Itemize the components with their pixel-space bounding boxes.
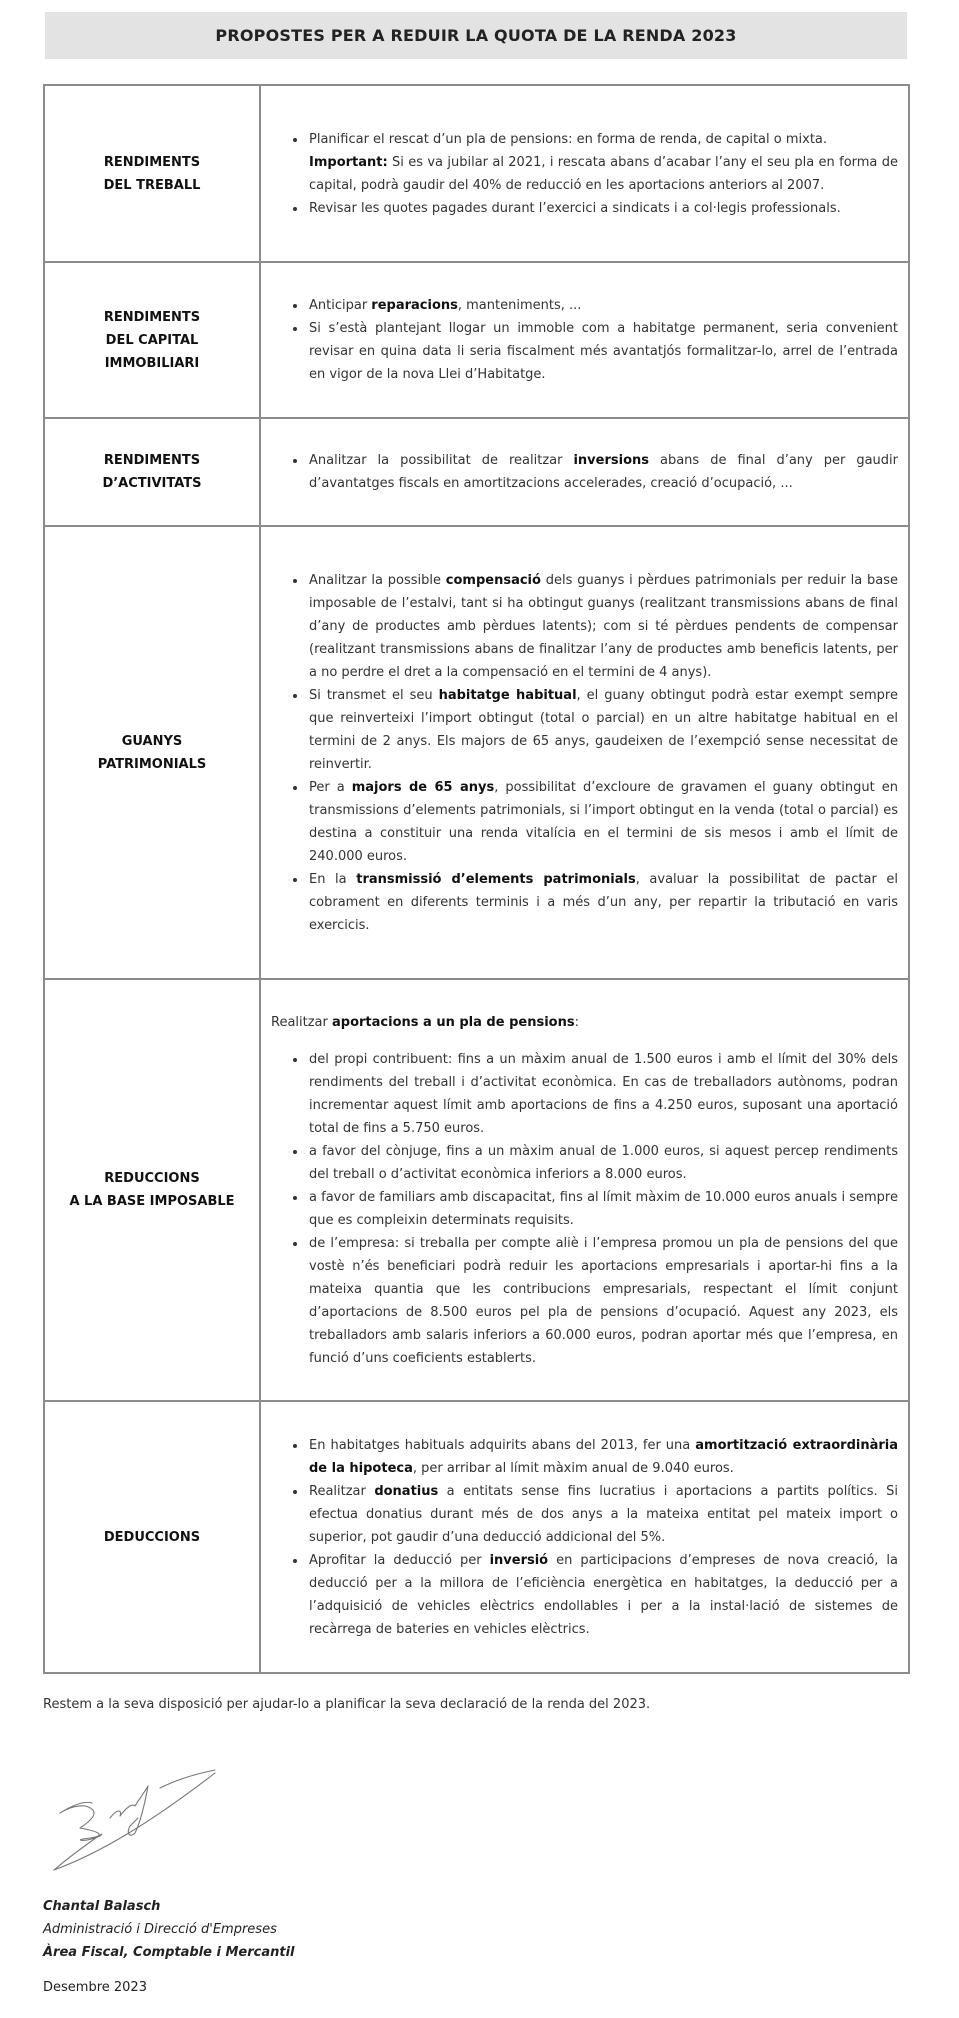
category-label-line: PATRIMONIALS <box>97 756 207 772</box>
category-label-line: RENDIMENTS <box>103 453 201 468</box>
text-segment: Si transmet el seu <box>309 687 439 703</box>
bullet-list <box>271 128 898 220</box>
bullet-item <box>307 1434 898 1480</box>
text-segment: Planificar el rescat d’un pla de pensions: en forma de renda, de capital o mixta. <box>309 131 828 147</box>
table-row <box>44 1401 909 1673</box>
text-segment: , possibilitat d’excloure de gravamen el guany obtingut en transmissions d’elements patrimonials, si l’import obtingut en la venda (total o parcial) es destina a constituir una renda vitalícia en el termini de sis mesos i amb el límit de 240.000 euros. <box>309 779 898 864</box>
text-segment: a favor del cònjuge, fins a un màxim anual de 1.000 euros, si aquest percep rendiments del treball o d’activitat econòmica inferiors a 8.000 euros. <box>309 1143 898 1182</box>
text-segment: Realitzar <box>309 1483 375 1499</box>
category-label-line: IMMOBILIARI <box>104 355 200 371</box>
closing-text: Restem a la seva disposició per ajudar-lo a planificar la seva declaració de la renda del 2023. <box>43 1697 651 1712</box>
bullet-item <box>307 1186 898 1232</box>
emphasis-text: donatius <box>374 1483 439 1499</box>
text-segment: a favor de familiars amb discapacitat, fins al límit màxim de 10.000 euros anuals i sempre que es compleixin determinats requisits. <box>309 1189 898 1228</box>
category-cell <box>44 1401 260 1673</box>
category-cell <box>44 526 260 979</box>
text-segment: del propi contribuent: fins a un màxim anual de 1.500 euros i amb el límit del 30% dels rendiments del treball i d’activitat econòmica. En cas de treballadors autònoms, podran incrementar aquest límit amb aportacions de fins a 4.250 euros, suposant una aportació total de fins a 5.750 euros. <box>309 1051 898 1136</box>
text-segment: Analitzar la possibilitat de realitzar <box>309 453 574 468</box>
text-segment: Anticipar <box>309 298 372 313</box>
text-segment: en participacions d’empreses de nova creació, la deducció per a la millora de l’eficiència energètica en habitatges, la deducció per a l’adquisició de vehicles elèctrics endollables i per a la instal·lació de sistemes de recàrrega de bateries en vehicles elèctrics. <box>309 1552 899 1637</box>
category-label-line: DEL CAPITAL <box>105 332 199 348</box>
text-segment: En la <box>309 871 357 887</box>
text-segment: , el guany obtingut podrà estar exempt sempre que reinverteixi l’import obtingut (total o parcial) en un altre habitatge habitual en el termini de 2 anys. Els majors de 65 anys, gaudeixen de l’exempció sense necessitat de reinvertir. <box>309 687 898 772</box>
category-label-line: REDUCCIONS <box>104 1171 200 1186</box>
text-segment: : <box>574 1014 579 1030</box>
bullet-item <box>307 569 898 684</box>
bullet-list <box>271 294 898 386</box>
proposals-cell <box>260 418 909 526</box>
proposals-table <box>43 84 910 1674</box>
proposals-cell <box>260 262 909 418</box>
bullet-item <box>307 1232 898 1370</box>
category-label-line: D’ACTIVITATS <box>102 476 202 491</box>
emphasis-text: habitatge habitual <box>438 687 577 703</box>
emphasis-text: reparacions <box>371 298 458 313</box>
handwritten-signature <box>40 1748 230 1878</box>
proposals-cell <box>260 526 909 979</box>
text-segment: , manteniments, ... <box>457 298 582 313</box>
text-segment: de l’empresa: si treballa per compte aliè i l’empresa promou un pla de pensions del que vostè n’és beneficiari podrà reduir les aportacions empresarials i aportar-hi fins a la mateixa quantia que les contribucions empresarials, respectant el límit conjunt d’aportacions de 8.500 euros pel pla de pensions d’ocupació. Aquest any 2023, els treballadors amb salaris inferiors a 60.000 euros, podran aportar més que l’empresa, en funció d’uns coeficients establerts. <box>309 1235 898 1366</box>
signer-name: Chantal Balasch <box>43 1899 161 1914</box>
emphasis-text: majors de 65 anys <box>351 779 495 795</box>
category-cell <box>44 979 260 1401</box>
emphasis-text: transmissió d’elements patrimonials <box>356 871 636 887</box>
text-segment: , per arribar al límit màxim anual de 9.040 euros. <box>412 1460 734 1476</box>
bullet-item <box>307 1048 898 1140</box>
signer-role: Administració i Direcció d'Empreses <box>43 1922 277 1937</box>
table-row <box>44 979 909 1401</box>
signature-block <box>43 1895 294 1964</box>
bullet-item <box>307 1140 898 1186</box>
bullet-item <box>307 868 898 937</box>
intro-paragraph <box>271 1011 898 1034</box>
document-date: Desembre 2023 <box>43 1980 147 1995</box>
table-row <box>44 526 909 979</box>
text-segment: Analitzar la possible <box>309 572 446 588</box>
text-segment: Si es va jubilar al 2021, i rescata abans d’acabar l’any el seu pla en forma de capital, podrà gaudir del 40% de reducció en les aportacions anteriors al 2007. <box>309 154 898 193</box>
bullet-list <box>271 1048 898 1370</box>
category-label-line: GUANYS <box>121 733 183 749</box>
text-segment: Realitzar <box>271 1014 333 1030</box>
table-row <box>44 85 909 262</box>
category-label-line: RENDIMENTS <box>103 154 201 170</box>
proposals-cell <box>260 1401 909 1673</box>
text-segment: Aprofitar la deducció per <box>309 1552 490 1568</box>
bullet-item <box>307 1480 898 1549</box>
category-cell <box>44 262 260 418</box>
bullet-item <box>307 197 898 220</box>
bullet-list <box>271 1434 898 1641</box>
bullet-item <box>307 294 898 317</box>
emphasis-text: Important: <box>309 154 388 170</box>
bullet-item <box>307 684 898 776</box>
document-title: PROPOSTES PER A REDUIR LA QUOTA DE LA RENDA 2023 <box>215 26 737 45</box>
emphasis-text: inversions <box>573 453 649 468</box>
text-segment: dels guanys i pèrdues patrimonials per reduir la base imposable de l’estalvi, tant si ha obtingut guanys (realitzant transmissions abans de final d’any de productes amb pèrdues latents); com si té pèrdues pendents de compensar (realitzant transmissions abans de finalitzar l’any de productes amb beneficis latents, per a no perdre el dret a la compensació en el termini de 4 anys). <box>309 572 898 680</box>
category-cell <box>44 418 260 526</box>
proposals-cell <box>260 85 909 262</box>
category-label-line: A LA BASE IMPOSABLE <box>69 1194 235 1209</box>
category-label-line: DEDUCCIONS <box>103 1529 201 1545</box>
text-segment: Si s’està plantejant llogar un immoble com a habitatge permanent, seria convenient revisar en quina data li seria fiscalment més avantatjós formalitzar-lo, arrel de l’entrada en vigor de la nova Llei d’Habitatge. <box>309 321 898 382</box>
emphasis-text: compensació <box>445 572 541 588</box>
table-row <box>44 262 909 418</box>
bullet-list <box>271 569 898 937</box>
bullet-item <box>307 1549 898 1641</box>
title-band <box>45 12 907 59</box>
category-label-line: RENDIMENTS <box>103 309 201 325</box>
text-segment: abans de final d’any per gaudir d’avantatges fiscals en amortitzacions accelerades, creació d’ocupació, ... <box>309 453 898 491</box>
text-segment: En habitatges habituals adquirits abans del 2013, fer una <box>309 1437 696 1453</box>
bullet-item <box>307 449 898 495</box>
text-segment: , avaluar la possibilitat de pactar el cobrament en diferents terminis i a més d’un any, per repartir la tributació en varis exercicis. <box>309 871 899 933</box>
bullet-item <box>307 317 898 386</box>
emphasis-text: amortització extraordinària de la hipoteca <box>309 1437 898 1476</box>
category-cell <box>44 85 260 262</box>
emphasis-text: aportacions a un pla de pensions <box>332 1014 575 1030</box>
proposals-cell <box>260 979 909 1401</box>
bullet-item <box>307 128 898 197</box>
emphasis-text: inversió <box>489 1552 549 1568</box>
table-row <box>44 418 909 526</box>
text-segment: Revisar les quotes pagades durant l’exercici a sindicats i a col·legis professionals. <box>309 200 841 216</box>
bullet-list <box>271 449 898 495</box>
category-label-line: DEL TREBALL <box>103 177 201 193</box>
signer-area: Àrea Fiscal, Comptable i Mercantil <box>43 1945 295 1960</box>
bullet-item <box>307 776 898 868</box>
text-segment: a entitats sense fins lucratius i aportacions a partits polítics. Si efectua donatius durant més de dos anys a la mateixa entitat pel mateix import o superior, pot gaudir d’una deducció addicional del 5%. <box>309 1483 898 1545</box>
text-segment: Per a <box>309 779 352 795</box>
